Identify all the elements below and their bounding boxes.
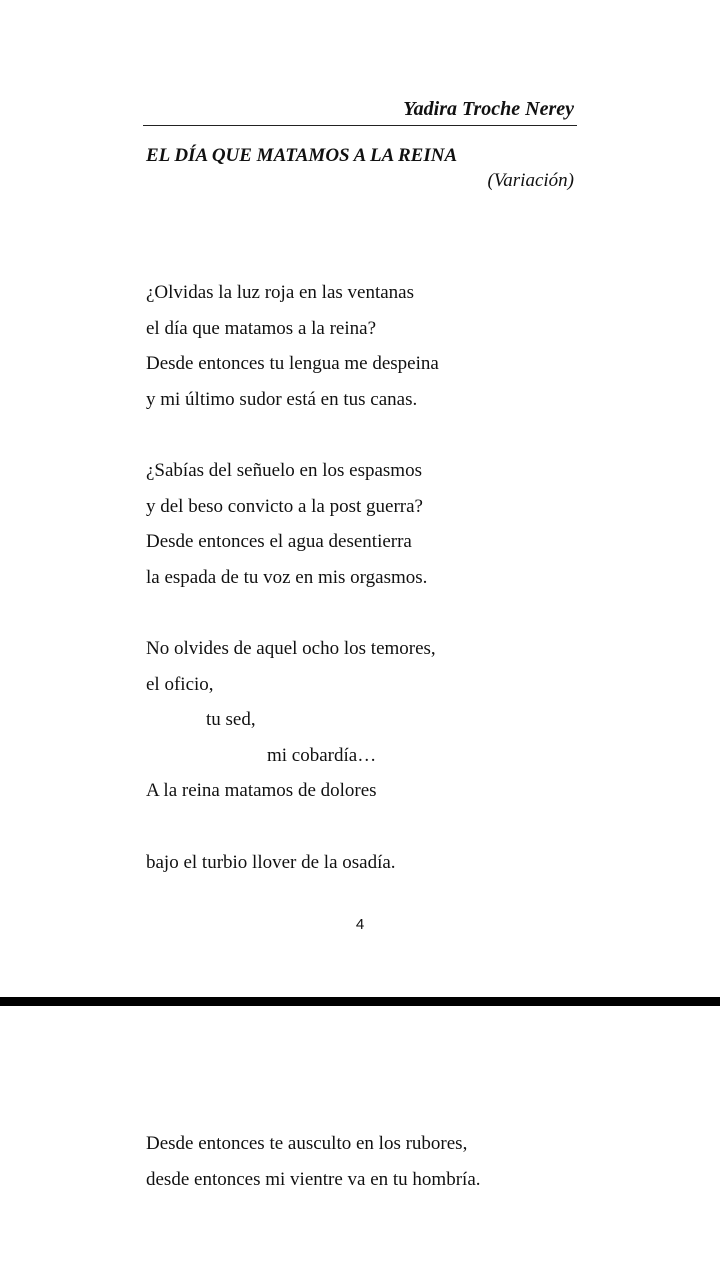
verse-line: Desde entonces tu lengua me despeina [146,353,439,374]
verse-line: A la reina matamos de dolores [146,780,377,801]
verse-line: la espada de tu voz en mis orgasmos. [146,566,428,588]
stanza-2 [146,453,439,595]
verse-line-indented: mi cobardía… [267,744,377,766]
verse-line: desde entonces mi vientre va en tu hombría. [146,1168,481,1190]
poem-title: EL DÍA QUE MATAMOS A LA REINA [146,145,458,166]
verse-line: Desde entonces el agua desentierra [146,531,412,552]
header-rule [143,125,577,126]
verse-line-indented: tu sed, [206,709,256,730]
poem-continuation [146,1126,481,1197]
stanza-3 [146,631,439,809]
stanza-4 [146,845,439,881]
verse-line: bajo el turbio llover de la osadía. [146,851,396,873]
stanza-1 [146,275,439,417]
page-number: 4 [355,916,365,933]
verse-line: el día que matamos a la reina? [146,317,377,339]
verse-line: No olvides de aquel ocho los temores, [146,638,436,659]
page-divider [0,997,720,1006]
verse-line: Desde entonces te ausculto en los rubores, [146,1133,468,1154]
running-header-author: Yadira Troche Nerey [403,98,574,120]
verse-line: el oficio, [146,673,214,695]
verse-line: y mi último sudor está en tus canas. [146,388,418,410]
poem-body [146,275,439,916]
poem-subtitle: (Variación) [487,170,574,191]
verse-line: ¿Sabías del señuelo en los espasmos [146,460,422,481]
verse-line: ¿Olvidas la luz roja en las ventanas [146,282,415,303]
verse-line: y del beso convicto a la post guerra? [146,495,423,517]
